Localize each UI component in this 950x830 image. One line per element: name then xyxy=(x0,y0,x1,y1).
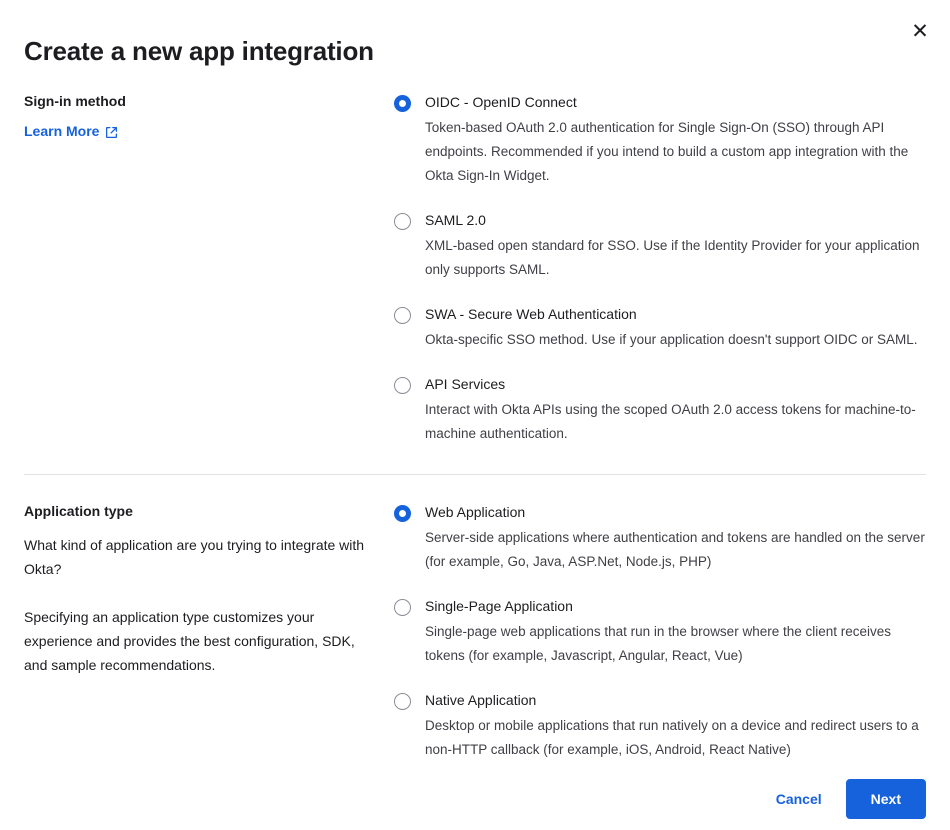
sign-in-method-left-column xyxy=(24,91,394,446)
radio-body xyxy=(425,596,926,668)
radio-description: Token-based OAuth 2.0 authentication for Single Sign-On (SSO) through API endpoints. Recommended if you intend to build a custom app integration with the Okta Sign-In Widget. xyxy=(425,120,909,183)
radio-icon-selected[interactable] xyxy=(394,95,411,112)
radio-icon[interactable] xyxy=(394,693,411,710)
radio-option-saml[interactable] xyxy=(394,210,926,282)
sign-in-method-section xyxy=(0,91,950,446)
application-type-left-column xyxy=(24,501,394,762)
radio-description: Server-side applications where authentication and tokens are handled on the server (for example, Go, Java, ASP.Net, Node.js, PHP) xyxy=(425,530,925,569)
application-type-label: Application type xyxy=(24,503,133,519)
radio-description: Desktop or mobile applications that run natively on a device and redirect users to a non-HTTP callback (for example, iOS, Android, React Native) xyxy=(425,718,919,757)
radio-body xyxy=(425,690,926,762)
radio-description: XML-based open standard for SSO. Use if the Identity Provider for your application only supports SAML. xyxy=(425,238,920,277)
radio-option-native-application[interactable] xyxy=(394,690,926,762)
radio-label: OIDC - OpenID Connect xyxy=(425,94,577,110)
radio-body xyxy=(425,210,926,282)
application-type-radio-group xyxy=(394,502,926,762)
application-type-helper-2: Specifying an application type customizes your experience and provides the best configuration, SDK, and sample recommendations. xyxy=(24,609,355,673)
application-type-section xyxy=(0,501,950,762)
radio-label: Web Application xyxy=(425,504,526,520)
radio-icon[interactable] xyxy=(394,213,411,230)
radio-icon-selected[interactable] xyxy=(394,505,411,522)
sign-in-method-options xyxy=(394,91,926,446)
radio-body xyxy=(425,92,926,188)
radio-label: SWA - Secure Web Authentication xyxy=(425,306,637,322)
sign-in-method-label: Sign-in method xyxy=(24,93,126,109)
sign-in-method-radio-group xyxy=(394,92,926,446)
page-title: Create a new app integration xyxy=(24,36,374,66)
radio-option-api-services[interactable] xyxy=(394,374,926,446)
radio-icon[interactable] xyxy=(394,377,411,394)
radio-body xyxy=(425,304,926,352)
learn-more-link[interactable] xyxy=(24,123,118,139)
radio-option-swa[interactable] xyxy=(394,304,926,352)
section-divider xyxy=(24,474,926,475)
radio-label: Single-Page Application xyxy=(425,598,573,614)
radio-description: Single-page web applications that run in the browser where the client receives tokens (for example, Javascript, Angular, React, Vue) xyxy=(425,624,892,663)
close-icon[interactable]: ✕ xyxy=(906,18,934,46)
radio-label: SAML 2.0 xyxy=(425,212,486,228)
radio-icon[interactable] xyxy=(394,599,411,616)
radio-description: Interact with Okta APIs using the scoped OAuth 2.0 access tokens for machine-to-machine authentication. xyxy=(425,402,916,441)
learn-more-label: Learn More xyxy=(24,123,100,139)
cancel-button[interactable]: Cancel xyxy=(762,781,836,817)
application-type-options xyxy=(394,501,926,762)
modal-footer xyxy=(0,768,950,830)
radio-body xyxy=(425,502,926,574)
radio-option-web-application[interactable] xyxy=(394,502,926,574)
radio-description: Okta-specific SSO method. Use if your application doesn't support OIDC or SAML. xyxy=(425,332,918,347)
radio-body xyxy=(425,374,926,446)
application-type-helper-1: What kind of application are you trying to integrate with Okta? xyxy=(24,537,365,577)
radio-label: Native Application xyxy=(425,692,537,708)
radio-icon[interactable] xyxy=(394,307,411,324)
radio-label: API Services xyxy=(425,376,506,392)
radio-option-single-page-application[interactable] xyxy=(394,596,926,668)
external-link-icon xyxy=(105,126,118,139)
next-button[interactable]: Next xyxy=(846,779,926,819)
radio-option-oidc[interactable] xyxy=(394,92,926,188)
